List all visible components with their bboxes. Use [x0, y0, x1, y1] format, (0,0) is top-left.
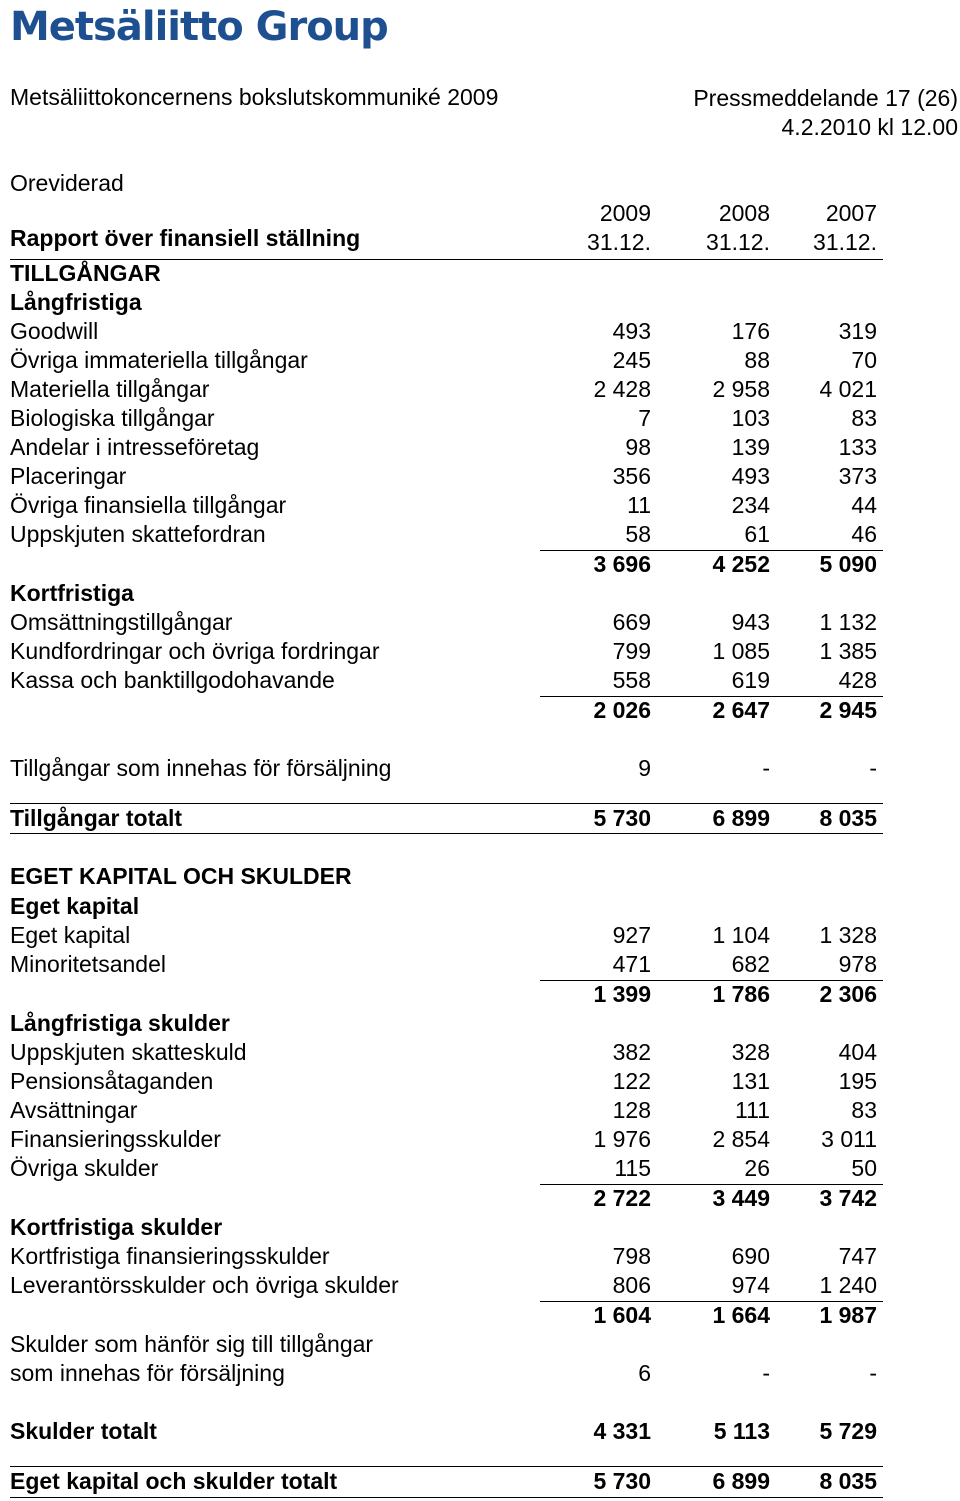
- row-label: Avsättningar: [10, 1097, 138, 1123]
- cell-value: 103: [731, 405, 770, 431]
- table-row: [10, 1243, 882, 1272]
- row-label: Andelar i intresseföretag: [10, 434, 260, 460]
- cell-value: 747: [838, 1243, 877, 1269]
- cell-value: 234: [731, 492, 770, 518]
- column-date-2008: 31.12.: [706, 229, 770, 255]
- cell-value: 176: [731, 318, 770, 344]
- table-row: [10, 981, 882, 1010]
- row-label: Leverantörsskulder och övriga skulder: [10, 1272, 399, 1298]
- row-label: Biologiska tillgångar: [10, 405, 215, 431]
- cell-value: 2 647: [712, 697, 770, 723]
- cell-value: 428: [838, 667, 877, 693]
- table-row: [10, 1214, 882, 1243]
- column-date-2009: 31.12.: [587, 229, 651, 255]
- cell-value: 2 945: [819, 697, 877, 723]
- cell-value: 2 026: [593, 697, 651, 723]
- cell-value: 493: [731, 463, 770, 489]
- table-row: [10, 1468, 882, 1497]
- table-row: [10, 1272, 882, 1301]
- cell-value: 83: [851, 1097, 877, 1123]
- table-row: [10, 318, 882, 347]
- cell-value: 1 976: [593, 1126, 651, 1152]
- cell-value: 1 104: [712, 922, 770, 948]
- cell-value: 927: [612, 922, 651, 948]
- cell-value: 1 664: [712, 1302, 770, 1328]
- table-row: [10, 463, 882, 492]
- row-label: Långfristiga: [10, 289, 142, 315]
- row-label: Övriga skulder: [10, 1155, 159, 1181]
- cell-value: 319: [838, 318, 877, 344]
- table-row: [10, 805, 882, 834]
- table-row: [10, 893, 882, 922]
- row-label: Eget kapital: [10, 893, 140, 919]
- table-row: [10, 1068, 882, 1097]
- cell-value: 88: [744, 347, 770, 373]
- cell-value: 1 385: [819, 638, 877, 664]
- row-label: Övriga immateriella tillgångar: [10, 347, 308, 373]
- row-label: Långfristiga skulder: [10, 1010, 230, 1036]
- cell-value: 2 854: [712, 1126, 770, 1152]
- cell-value: 799: [612, 638, 651, 664]
- table-rule: [540, 980, 883, 981]
- cell-value: 3 449: [712, 1185, 770, 1211]
- audit-status: Oreviderad: [10, 170, 124, 196]
- cell-value: 139: [731, 434, 770, 460]
- row-label: TILLGÅNGAR: [10, 260, 161, 286]
- cell-value: 1 604: [593, 1302, 651, 1328]
- cell-value: 4 252: [712, 551, 770, 577]
- row-label: Skulder totalt: [10, 1418, 157, 1444]
- row-label: Tillgångar som innehas för försäljning: [10, 755, 392, 781]
- cell-value: 245: [612, 347, 651, 373]
- table-row: [10, 1010, 882, 1039]
- table-rule: [540, 1301, 883, 1302]
- cell-value: 1 987: [819, 1302, 877, 1328]
- cell-value: 1 328: [819, 922, 877, 948]
- table-row: [10, 1097, 882, 1126]
- table-row: [10, 260, 882, 289]
- row-label: Uppskjuten skattefordran: [10, 521, 266, 547]
- cell-value: 2 306: [819, 981, 877, 1007]
- cell-value: 2 722: [593, 1185, 651, 1211]
- cell-value: 83: [851, 405, 877, 431]
- cell-value: 11: [627, 492, 651, 518]
- table-row: [10, 951, 882, 980]
- cell-value: 682: [731, 951, 770, 977]
- table-rule: [10, 1466, 883, 1467]
- column-year-2007: 2007: [825, 200, 877, 226]
- row-label: Goodwill: [10, 318, 99, 344]
- column-year-2009: 2009: [599, 200, 651, 226]
- cell-value: 806: [612, 1272, 651, 1298]
- cell-value: -: [762, 1360, 770, 1386]
- cell-value: 3 011: [821, 1126, 877, 1152]
- cell-value: 5 729: [819, 1418, 877, 1444]
- table-row: [10, 1418, 882, 1447]
- press-release-info: [693, 84, 958, 142]
- table-row: [10, 1185, 882, 1214]
- row-label: Omsättningstillgångar: [10, 609, 233, 635]
- row-label: Placeringar: [10, 463, 127, 489]
- table-row: [10, 492, 882, 521]
- cell-value: 58: [625, 521, 651, 547]
- row-label: Kassa och banktillgodohavande: [10, 667, 335, 693]
- cell-value: -: [869, 1360, 877, 1386]
- table-row: [10, 638, 882, 667]
- table-row: [10, 1360, 882, 1389]
- table-rule: [10, 833, 883, 834]
- cell-value: 5 090: [819, 551, 877, 577]
- cell-value: 70: [851, 347, 877, 373]
- table-rule: [540, 1184, 883, 1185]
- cell-value: 1 786: [712, 981, 770, 1007]
- cell-value: 122: [612, 1068, 651, 1094]
- table-row: [10, 405, 882, 434]
- cell-value: 1 399: [593, 981, 651, 1007]
- cell-value: 61: [744, 521, 770, 547]
- cell-value: 5 730: [593, 805, 651, 831]
- cell-value: -: [869, 755, 877, 781]
- row-label: Kortfristiga: [10, 580, 134, 606]
- cell-value: 2 958: [712, 376, 770, 402]
- cell-value: 8 035: [819, 805, 877, 831]
- row-label: Pensionsåtaganden: [10, 1068, 214, 1094]
- cell-value: 373: [838, 463, 877, 489]
- cell-value: 690: [731, 1243, 770, 1269]
- report-title: Rapport över finansiell ställning: [10, 225, 361, 251]
- table-rule: [10, 803, 883, 804]
- column-year-2008: 2008: [718, 200, 770, 226]
- table-row: [10, 755, 882, 784]
- cell-value: 115: [614, 1155, 651, 1181]
- table-row: [10, 922, 882, 951]
- cell-value: 5 113: [713, 1418, 770, 1444]
- table-row: [10, 609, 882, 638]
- cell-value: 619: [731, 667, 770, 693]
- cell-value: 195: [838, 1068, 877, 1094]
- table-row: [10, 376, 882, 405]
- cell-value: 328: [731, 1039, 770, 1065]
- press-release-date: 4.2.2010 kl 12.00: [781, 114, 958, 140]
- cell-value: 9: [638, 755, 651, 781]
- cell-value: 50: [851, 1155, 877, 1181]
- cell-value: 2 428: [593, 376, 651, 402]
- table-rule: [540, 696, 883, 697]
- table-row: [10, 289, 882, 318]
- cell-value: 1 240: [819, 1272, 877, 1298]
- cell-value: 471: [612, 951, 651, 977]
- cell-value: 7: [638, 405, 651, 431]
- row-label: Kundfordringar och övriga fordringar: [10, 638, 380, 664]
- table-row: [10, 1331, 882, 1360]
- cell-value: 3 742: [819, 1185, 877, 1211]
- table-rule: [10, 1497, 883, 1498]
- press-release-number: Pressmeddelande 17 (26): [693, 85, 958, 111]
- table-row: [10, 863, 882, 892]
- row-label: EGET KAPITAL OCH SKULDER: [10, 863, 352, 889]
- table-row: [10, 1155, 882, 1184]
- cell-value: 111: [735, 1097, 770, 1123]
- row-label: Eget kapital och skulder totalt: [10, 1468, 338, 1494]
- cell-value: 978: [838, 951, 877, 977]
- cell-value: 26: [744, 1155, 770, 1181]
- table-row: [10, 347, 882, 376]
- table-row: [10, 1126, 882, 1155]
- row-label: Eget kapital: [10, 922, 131, 948]
- cell-value: 493: [612, 318, 651, 344]
- cell-value: 798: [612, 1243, 651, 1269]
- row-label: som innehas för försäljning: [10, 1360, 285, 1386]
- table-row: [10, 1039, 882, 1068]
- cell-value: 974: [731, 1272, 770, 1298]
- cell-value: 356: [612, 463, 651, 489]
- cell-value: 6 899: [712, 1468, 770, 1494]
- column-date-2007: 31.12.: [813, 229, 877, 255]
- row-label: Övriga finansiella tillgångar: [10, 492, 287, 518]
- document-title: Metsäliittokoncernens bokslutskommuniké 2009: [10, 84, 499, 110]
- cell-value: 1 132: [819, 609, 877, 635]
- table-row: [10, 580, 882, 609]
- table-row: [10, 434, 882, 463]
- row-label: Tillgångar totalt: [10, 805, 183, 831]
- table-row: [10, 521, 882, 550]
- table-row: [10, 667, 882, 696]
- cell-value: 558: [612, 667, 651, 693]
- cell-value: 6: [638, 1360, 651, 1386]
- row-label: Uppskjuten skatteskuld: [10, 1039, 247, 1065]
- cell-value: 4 021: [819, 376, 877, 402]
- row-label: Kortfristiga finansieringsskulder: [10, 1243, 330, 1269]
- row-label: Materiella tillgångar: [10, 376, 210, 402]
- cell-value: 8 035: [819, 1468, 877, 1494]
- cell-value: 5 730: [593, 1468, 651, 1494]
- cell-value: 128: [612, 1097, 651, 1123]
- cell-value: 131: [731, 1068, 770, 1094]
- cell-value: -: [762, 755, 770, 781]
- cell-value: 382: [612, 1039, 651, 1065]
- row-label: Minoritetsandel: [10, 951, 166, 977]
- table-row: [10, 551, 882, 580]
- cell-value: 1 085: [712, 638, 770, 664]
- cell-value: 943: [731, 609, 770, 635]
- cell-value: 98: [625, 434, 651, 460]
- row-label: Skulder som hänför sig till tillgångar: [10, 1331, 374, 1357]
- table-row: [10, 1302, 882, 1331]
- table-row: [10, 697, 882, 726]
- row-label: Finansieringsskulder: [10, 1126, 221, 1152]
- cell-value: 44: [851, 492, 877, 518]
- cell-value: 669: [612, 609, 651, 635]
- cell-value: 6 899: [712, 805, 770, 831]
- cell-value: 46: [851, 521, 877, 547]
- cell-value: 133: [838, 434, 877, 460]
- table-rule: [10, 259, 883, 260]
- company-logo: Metsäliitto Group: [10, 4, 388, 50]
- table-rule: [540, 550, 883, 551]
- row-label: Kortfristiga skulder: [10, 1214, 223, 1240]
- cell-value: 3 696: [593, 551, 651, 577]
- cell-value: 4 331: [593, 1418, 651, 1444]
- cell-value: 404: [838, 1039, 877, 1065]
